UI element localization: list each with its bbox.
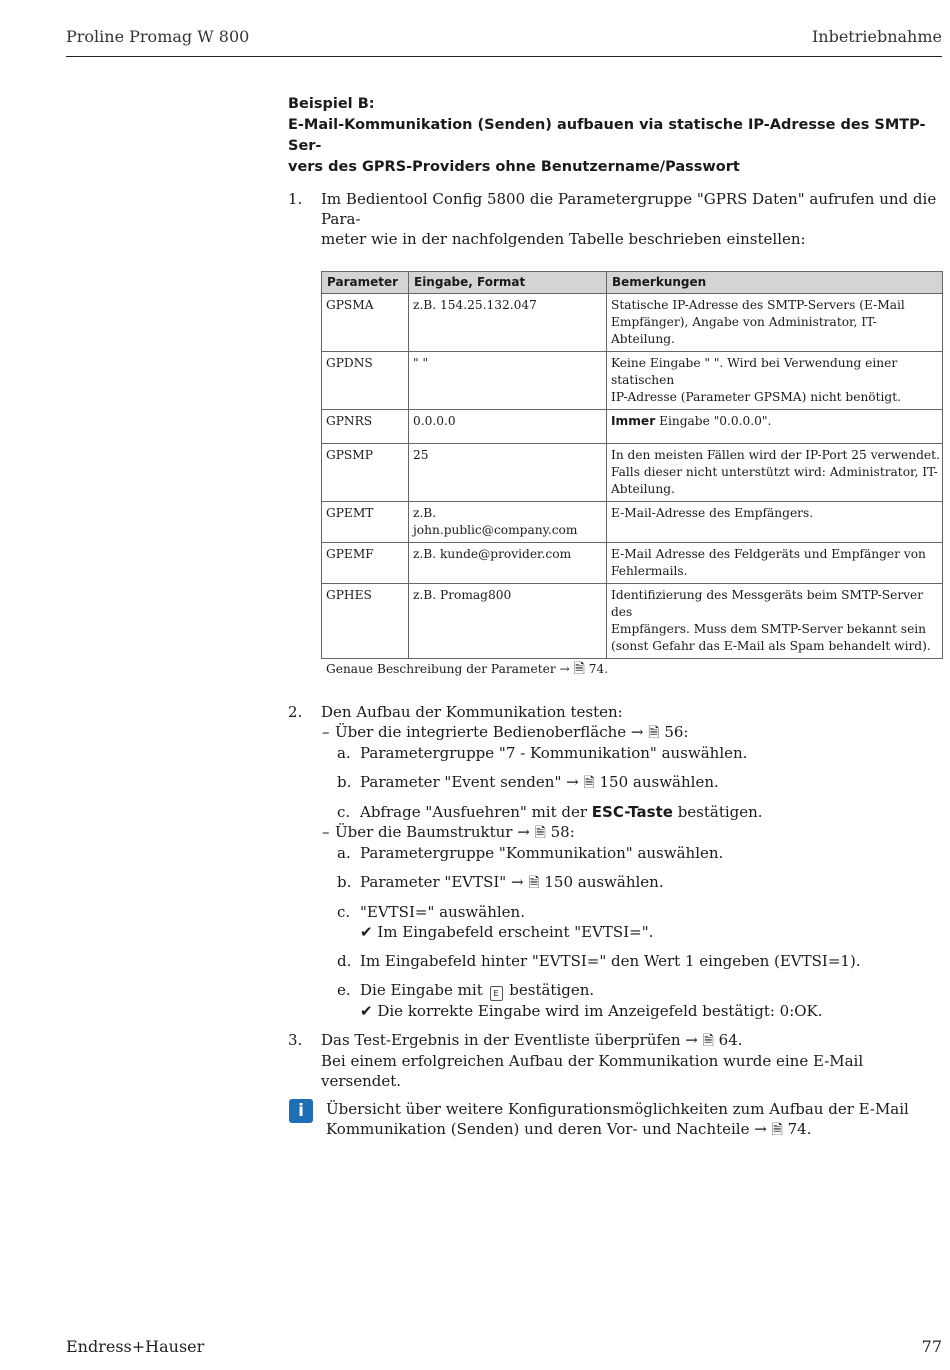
col-header-remarks: Bemerkungen bbox=[607, 272, 943, 294]
page-number: 77 bbox=[921, 1337, 942, 1356]
table-note: Genaue Beschreibung der Parameter → 🗎 74. bbox=[326, 661, 609, 677]
step-2: 2. Den Aufbau der Kommunikation testen: – Über die integrierte Bedienoberfläche → 🗎 56: a. Parametergruppe "7 - Kommunikation" auswählen. b. Parameter "Event senden" → 🗎 150 auswählen. c. Abfrage "Ausfuehren" mit der ESC-Taste bestätigen. – Über die Baumstruktur → 🗎 58: a. Parametergruppe "Kommunikation" auswählen. b. Parameter "EVTSI" → 🗎 150 auswählen. c. "EVTSI=" auswählen. ✔ Im Eingabefeld erscheint "EVTSI=". d. Im Eingabefeld hinter "EVTSI=" den Wert 1 eingeben (EVTSI=1). e. Die Eingabe mit E bestätigen. ✔ Die korrekte Eingabe wird im Anzeigefeld bestätigt: 0:OK. bbox=[288, 702, 942, 1021]
substep-2e: e. Die Eingabe mit E bestätigen. ✔ Die korrekte Eingabe wird im Anzeigefeld bestätigt: 0:OK. bbox=[337, 981, 823, 1020]
table-row: GPDNS " " Keine Eingabe " ". Wird bei Verwendung einer statischen IP-Adresse (Parameter GPSMA) nicht benötigt. bbox=[322, 352, 943, 410]
bullet-tree-structure: – Über die Baumstruktur → 🗎 58: bbox=[322, 823, 575, 841]
substep-2c: c. "EVTSI=" auswählen. ✔ Im Eingabefeld erscheint "EVTSI=". bbox=[337, 903, 654, 941]
table-row: GPNRS 0.0.0.0 Immer Eingabe "0.0.0.0". bbox=[322, 410, 943, 444]
page-content bbox=[288, 94, 942, 1140]
table-row: GPEMF z.B. kunde@provider.com E-Mail Adresse des Feldgeräts und Empfänger von Fehlermails. bbox=[322, 543, 943, 584]
col-header-input: Eingabe, Format bbox=[409, 272, 607, 294]
substep-1a: a. Parametergruppe "7 - Kommunikation" auswählen. bbox=[337, 744, 748, 762]
header-chapter: Inbetriebnahme bbox=[811, 27, 942, 46]
page-reference-icon: 🗎 bbox=[648, 725, 660, 741]
table-row: GPEMT z.B. john.public@company.com E-Mail-Adresse des Empfängers. bbox=[322, 502, 943, 543]
table-header-row bbox=[322, 272, 943, 294]
info-note: i Übersicht über weitere Konfigurationsmöglichkeiten zum Aufbau der E-Mail Kommunikation (Senden) und deren Vor- und Nachteile → 🗎 74. bbox=[288, 1099, 942, 1140]
page-reference-icon: 🗎 bbox=[771, 1122, 783, 1138]
page-reference-icon: 🗎 bbox=[573, 661, 585, 677]
info-icon: i bbox=[289, 1099, 313, 1123]
substep-1b: b. Parameter "Event senden" → 🗎 150 auswählen. bbox=[337, 773, 719, 791]
page-reference-icon: 🗎 bbox=[534, 825, 546, 841]
page-reference-icon: 🗎 bbox=[702, 1033, 714, 1049]
enter-key-icon: E bbox=[490, 986, 503, 1001]
col-header-parameter: Parameter bbox=[322, 272, 409, 294]
header-rule bbox=[66, 56, 942, 57]
bullet-local-display: – Über die integrierte Bedienoberfläche → 🗎 56: bbox=[322, 723, 689, 741]
header-product-name: Proline Promag W 800 bbox=[66, 27, 250, 46]
substep-2b: b. Parameter "EVTSI" → 🗎 150 auswählen. bbox=[337, 873, 664, 891]
table-row: GPSMP 25 In den meisten Fällen wird der IP-Port 25 verwendet. Falls dieser nicht unterstützt wird: Administrator, IT- Abteilung. bbox=[322, 444, 943, 502]
page-reference-icon: 🗎 bbox=[583, 775, 595, 791]
substep-1c: c. Abfrage "Ausfuehren" mit der ESC-Taste bestätigen. bbox=[337, 803, 763, 821]
footer-company: Endress+Hauser bbox=[66, 1337, 205, 1356]
table-row: GPHES z.B. Promag800 Identifizierung des Messgeräts beim SMTP-Server des Empfängers. Muss dem SMTP-Server bekannt sein (sonst Gefahr das E-Mail als Spam behandelt wird). bbox=[322, 584, 943, 659]
parameter-table bbox=[321, 271, 943, 659]
section-heading: Beispiel B: E-Mail-Kommunikation (Senden) aufbauen via statische IP-Adresse des SMTP-Ser- vers des GPRS-Providers ohne Benutzername/Passwort bbox=[288, 96, 926, 175]
step-3: 3. Das Test-Ergebnis in der Eventliste überprüfen → 🗎 64. Bei einem erfolgreichen Aufbau der Kommunikation wurde eine E-Mail versendet. bbox=[288, 1031, 864, 1090]
checkmark-icon: ✔ bbox=[360, 923, 373, 941]
table-row: GPSMA z.B. 154.25.132.047 Statische IP-Adresse des SMTP-Servers (E-Mail Empfänger), Angabe von Administrator, IT-Abteilung. bbox=[322, 294, 943, 352]
step-1: 1. Im Bedientool Config 5800 die Parametergruppe "GPRS Daten" aufrufen und die Para- meter wie in der nachfolgenden Tabelle beschrieben einstellen: Parameter Eingabe, Format Bemerkungen GPSMA z.B. 154.25.132.047 Statische IP-Adresse des SMTP-Servers (E-Mail Empfänger), Angabe von Administrator, IT-Abteilung. GPDNS " " Keine Eingabe " ". Wird bei Verwendung einer statischen IP-Adresse (Parameter GPSMA) nicht benötigt. GPNRS 0.0.0.0 Immer Eingabe "0.0.0.0". GPSMP 25 In den meisten Fällen wird der IP-Port 25 verwendet. Falls dieser nicht unterstützt wird: Administrator, IT- Abteilung. GPEMT z.B. john.public@company.com E-Mail-Adresse des Empfängers. GPEMF z.B. kunde@provider.com E-Mail Adresse des Feldgeräts und Empfänger von Fehlermails. GPHES z.B. Promag800 Identifizierung des Messgeräts beim SMTP-Server des Empfängers. Muss dem SMTP-Server bekannt sein (sonst Gefahr das E-Mail als Spam behandelt wird). Genaue Beschreibung der Parameter → 🗎 74. bbox=[288, 189, 942, 678]
substep-2d: d. Im Eingabefeld hinter "EVTSI=" den Wert 1 eingeben (EVTSI=1). bbox=[337, 952, 861, 970]
checkmark-icon: ✔ bbox=[360, 1002, 373, 1020]
page-reference-icon: 🗎 bbox=[528, 875, 540, 891]
substep-2a: a. Parametergruppe "Kommunikation" auswählen. bbox=[337, 844, 724, 862]
